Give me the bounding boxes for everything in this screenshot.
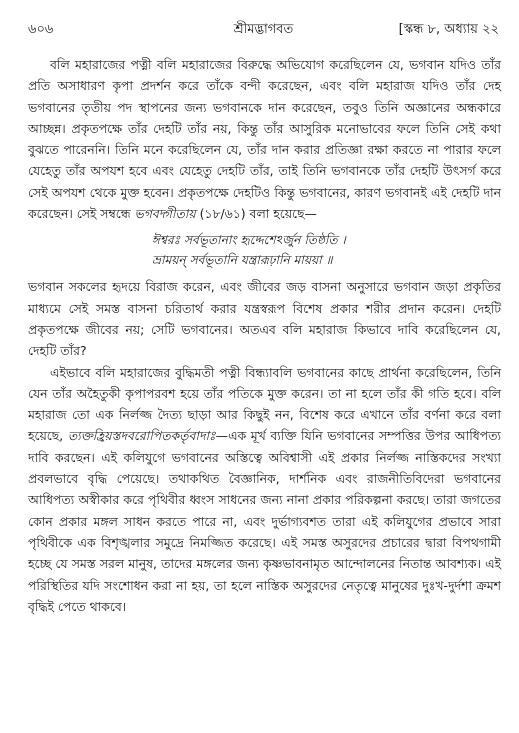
sanskrit-verse [28,230,501,270]
sanskrit-phrase: ত্যক্তহ্রিয়স্তদবরোপিতকর্তৃবাদাঃ [67,428,216,444]
paragraph-1-text: বলি মহারাজের পত্নী বলি মহারাজের বিরুদ্ধে অভিযোগ করেছিলেন যে, ভগবান যদিও তাঁর প্রতি অসাধারণ কৃপা প্রদর্শন করে তাঁকে বন্দী করেছেন, এবং বলি মহারাজ যদিও তাঁর দেহ ভগবানের তৃতীয় পদ স্থাপনের জন্য ভগবানকে দান করেছেন, তবুও তিনি অজ্ঞানের অন্ধকারে আচ্ছন্ন। প্রকৃতপক্ষে তাঁর দেহটি তাঁর নয়, কিন্তু তাঁর আসুরিক মনোভাবের ফলে তিনি সেই কথা বুঝতে পারেননি। তিনি মনে করেছিলেন যে, তাঁর দান করার প্রতিজ্ঞা রক্ষা করতে না পারার ফলে যেহেতু তাঁর অপযশ হবে এবং যেহেতু দেহটি তাঁর, তাই তিনি ভগবানকে তাঁর দেহটি উৎসর্গ করে সেই অপযশ থেকে মুক্ত হবেন। প্রকৃতপক্ষে দেহটিও কিন্তু ভগবানের, কারণ ভগবানই এই দেহটি দান করেছেন। সেই সম্বন্ধে [28,57,501,222]
page-body [28,54,501,617]
verse-line-1: ঈশ্বরঃ সর্বভূতানাং হৃদ্দেশেঽর্জুন তিষ্ঠতি । [152,233,346,248]
paragraph-3-text-b: —এক মূর্খ ব্যক্তি যিনি ভগবানের সম্পত্তির উপর আধিপত্য দাবি করছেন। এই কলিযুগে ভগবানের অস্তিত্বে অবিশ্বাসী এই প্রকার নির্লজ্জ নাস্তিকদের সংখ্যা প্রবলভাবে বৃদ্ধি পেয়েছে। তথাকথিত বৈজ্ঞানিক, দার্শনিক এবং রাজনীতিবিদেরা ভগবানের আধিপত্য অস্বীকার করে পৃথিবীর ধ্বংস সাধনের জন্য নানা প্রকার পরিকল্পনা করছে। তারা জগতের কোন প্রকার মঙ্গল সাধন করতে পারে না, এবং দুর্ভাগ্যবশত তারা এই কলিযুগের প্রভাবে সারা পৃথিবীকে এক বিশৃঙ্খলার সমুদ্রে নিমজ্জিত করেছে। এই সমস্ত অসুরদের প্রচারের দ্বারা বিপথগামী হচ্ছে যে সমস্ত সরল মানুষ, তাদের মঙ্গলের জন্য কৃষ্ণভাবনামৃত আন্দোলনের নিতান্ত আবশ্যক। এই পরিস্থিতির যদি সংশোধন করা না হয়, তা হলে নাস্তিক অসুরদের নেতৃত্বে মানুষের দুঃখ-দুর্দশা ক্রমশ বৃদ্ধিই পেতে থাকবে। [28,428,501,614]
paragraph-1 [28,54,501,224]
page-number: ৬০৬ [28,22,54,37]
paragraph-2: ভগবান সকলের হৃদয়ে বিরাজ করেন, এবং জীবের জড় বাসনা অনুসারে ভগবান জড়া প্রকৃতির মাধ্যমে সেই সমস্ত বাসনা চরিতার্থ করার যন্ত্রস্বরূপ বিশেষ প্রকার শরীর প্রদান করেন। দেহটি প্রকৃতপক্ষে জীবের নয়; সেটি ভগবানের। অতএব বলি মহারাজ কিভাবে দাবি করেছিলেন যে, দেহটি তাঁর? [28,279,501,359]
verse-line-2: ভ্রাময়ন্ সর্বভূতানি যন্ত্রারূঢ়ানি মায়য়া ॥ [152,253,333,268]
paragraph-1-tail: (১৮/৬১) বলা হয়েছে— [199,206,317,222]
book-title: শ্রীমদ্ভাগবত [233,22,294,37]
paragraph-3 [28,362,501,618]
chapter-reference: [স্কন্ধ ৮, অধ্যায় ২২ [398,22,499,37]
gita-reference: ভগবদ্গীতায় [134,206,196,222]
paragraph-3-text-a: এইভাবে বলি মহারাজের বুদ্ধিমতী পত্নী বিন্ধ্যাবলি ভগবানের কাছে প্রার্থনা করেছিলেন, তিনি যেন তাঁর অহৈতুকী কৃপাপরবশ হয়ে তাঁর পতিকে মুক্ত করেন। তা না হলে তাঁর কী গতি হবে। বলি মহারাজ তো এক নির্লজ্জ দৈত্য ছাড়া আর কিছুই নন, বিশেষ করে এখানে তাঁর বর্ণনা করে বলা হয়েছে, [28,364,501,444]
page-header [28,20,499,40]
